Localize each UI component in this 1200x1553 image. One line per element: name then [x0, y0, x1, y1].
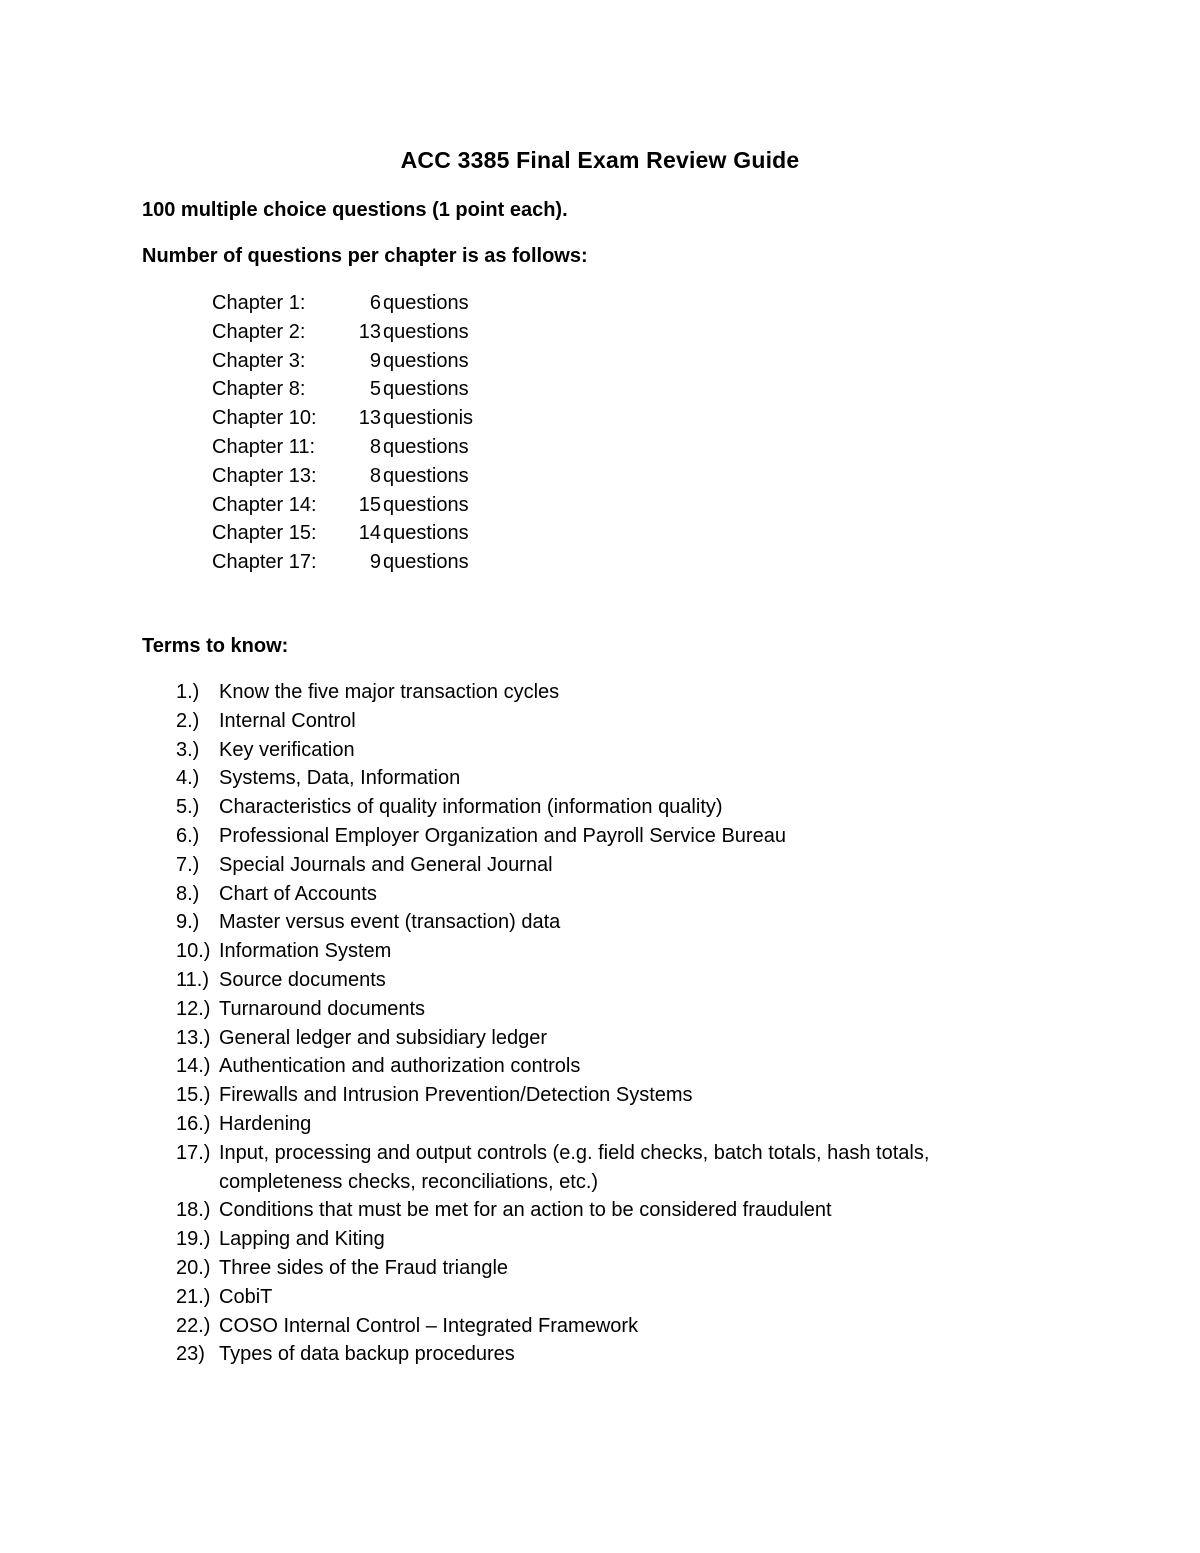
term-item: [176, 937, 1036, 966]
term-item: [176, 880, 1036, 909]
term-number: 9.): [176, 911, 200, 934]
term-number: 10.): [176, 940, 211, 963]
chapter-row: [212, 462, 612, 491]
chapter-word: questions: [383, 435, 469, 458]
term-text: Special Journals and General Journal: [219, 853, 553, 876]
chapter-count: 9: [369, 551, 381, 574]
term-text: Conditions that must be met for an action to be considered fraudulent: [219, 1199, 832, 1222]
term-number: 15.): [176, 1084, 211, 1107]
chapter-list: [212, 289, 612, 577]
term-item: [176, 1254, 1036, 1283]
term-number: 21.): [176, 1285, 211, 1308]
term-number: 3.): [176, 738, 200, 761]
term-item: [176, 851, 1036, 880]
term-text: CobiT: [219, 1285, 273, 1308]
term-item: [176, 1312, 1036, 1341]
chapter-word: questions: [383, 320, 469, 343]
term-number: 12.): [176, 997, 211, 1020]
chapter-word: questions: [383, 551, 469, 574]
term-item: [176, 1110, 1036, 1139]
term-number: 2.): [176, 709, 200, 732]
term-item: [176, 822, 1036, 851]
term-item: [176, 736, 1036, 765]
term-text: COSO Internal Control – Integrated Framework: [219, 1314, 639, 1337]
chapter-count: 13: [358, 407, 381, 430]
term-text: Key verification: [219, 738, 355, 761]
chapter-word: questions: [383, 522, 469, 545]
term-number: 22.): [176, 1314, 211, 1337]
term-text: Turnaround documents: [219, 997, 426, 1020]
chapter-row: [212, 519, 612, 548]
term-number: 8.): [176, 882, 200, 905]
chapter-row: [212, 548, 612, 577]
chapter-label: Chapter 8:: [212, 378, 306, 401]
term-item: [176, 995, 1036, 1024]
term-number: 6.): [176, 824, 200, 847]
chapter-count: 9: [369, 349, 381, 372]
term-text: Professional Employer Organization and Payroll Service Bureau: [219, 824, 786, 847]
term-item: [176, 678, 1036, 707]
terms-heading: Terms to know:: [142, 635, 289, 657]
chapter-label: Chapter 2:: [212, 320, 306, 343]
exam-summary: 100 multiple choice questions (1 point each).: [142, 199, 568, 221]
chapter-word: questions: [383, 378, 469, 401]
term-number: 20.): [176, 1256, 211, 1279]
term-item: [176, 1081, 1036, 1110]
term-number: 16.): [176, 1112, 211, 1135]
term-number: 11.): [176, 968, 209, 991]
chapter-count: 14: [358, 522, 381, 545]
term-number: 18.): [176, 1199, 211, 1222]
term-text: Source documents: [219, 968, 386, 991]
chapter-row: [212, 433, 612, 462]
term-text: Authentication and authorization controls: [219, 1055, 581, 1078]
chapter-count: 15: [358, 493, 381, 516]
chapter-word: questions: [383, 349, 469, 372]
term-number: 4.): [176, 767, 200, 790]
page-title: ACC 3385 Final Exam Review Guide: [400, 147, 800, 173]
per-chapter-heading: Number of questions per chapter is as follows:: [142, 245, 588, 267]
term-item: [176, 707, 1036, 736]
term-number: 23): [176, 1343, 205, 1366]
term-item: [176, 1196, 1036, 1225]
chapter-word: questions: [383, 464, 469, 487]
term-text: General ledger and subsidiary ledger: [219, 1026, 547, 1049]
chapter-label: Chapter 17:: [212, 551, 317, 574]
term-item: [176, 764, 1036, 793]
term-number: 1.): [176, 681, 200, 703]
term-item: [176, 1340, 1036, 1369]
chapter-row: [212, 375, 612, 404]
term-text: Information System: [219, 940, 392, 963]
term-item: [176, 966, 1036, 995]
chapter-label: Chapter 13:: [212, 464, 317, 487]
term-text: Know the five major transaction cycles: [219, 681, 560, 703]
term-text: Characteristics of quality information (information quality): [219, 796, 723, 819]
term-item: [176, 1139, 1036, 1197]
chapter-row: [212, 289, 612, 318]
chapter-label: Chapter 3:: [212, 349, 306, 372]
chapter-label: Chapter 11:: [212, 435, 316, 458]
chapter-row: [212, 491, 612, 520]
term-item: [176, 793, 1036, 822]
term-text: Systems, Data, Information: [219, 767, 461, 790]
term-number: 5.): [176, 796, 200, 819]
chapter-row: [212, 347, 612, 376]
term-item: [176, 1283, 1036, 1312]
term-number: 13.): [176, 1026, 211, 1049]
chapter-label: Chapter 14:: [212, 493, 317, 516]
chapter-count: 13: [358, 320, 381, 343]
chapter-word: questions: [383, 292, 469, 314]
term-number: 7.): [176, 853, 200, 876]
chapter-count: 6: [369, 292, 381, 314]
chapter-count: 8: [369, 464, 381, 487]
chapter-word: questionis: [383, 407, 474, 430]
chapter-label: Chapter 10:: [212, 407, 317, 430]
chapter-row: [212, 318, 612, 347]
term-text: Input, processing and output controls (e.g. field checks, batch totals, hash totals, completeness checks, reconciliations, etc.): [219, 1141, 930, 1193]
chapter-word: questions: [383, 493, 469, 516]
chapter-label: Chapter 15:: [212, 522, 317, 545]
chapter-row: [212, 404, 612, 433]
term-text: Firewalls and Intrusion Prevention/Detection Systems: [219, 1084, 693, 1107]
term-item: [176, 1225, 1036, 1254]
term-text: Types of data backup procedures: [219, 1343, 515, 1366]
chapter-count: 5: [369, 378, 381, 401]
term-text: Lapping and Kiting: [219, 1228, 385, 1251]
term-item: [176, 1052, 1036, 1081]
chapter-count: 8: [369, 435, 381, 458]
term-item: [176, 908, 1036, 937]
term-text: Chart of Accounts: [219, 882, 377, 905]
terms-list: [176, 678, 1036, 1369]
term-number: 17.): [176, 1141, 211, 1164]
term-text: Internal Control: [219, 709, 356, 732]
term-item: [176, 1024, 1036, 1053]
term-text: Master versus event (transaction) data: [219, 911, 561, 934]
term-number: 14.): [176, 1055, 211, 1078]
term-text: Hardening: [219, 1112, 312, 1135]
chapter-label: Chapter 1:: [212, 292, 306, 314]
term-text: Three sides of the Fraud triangle: [219, 1256, 509, 1279]
term-number: 19.): [176, 1228, 211, 1251]
